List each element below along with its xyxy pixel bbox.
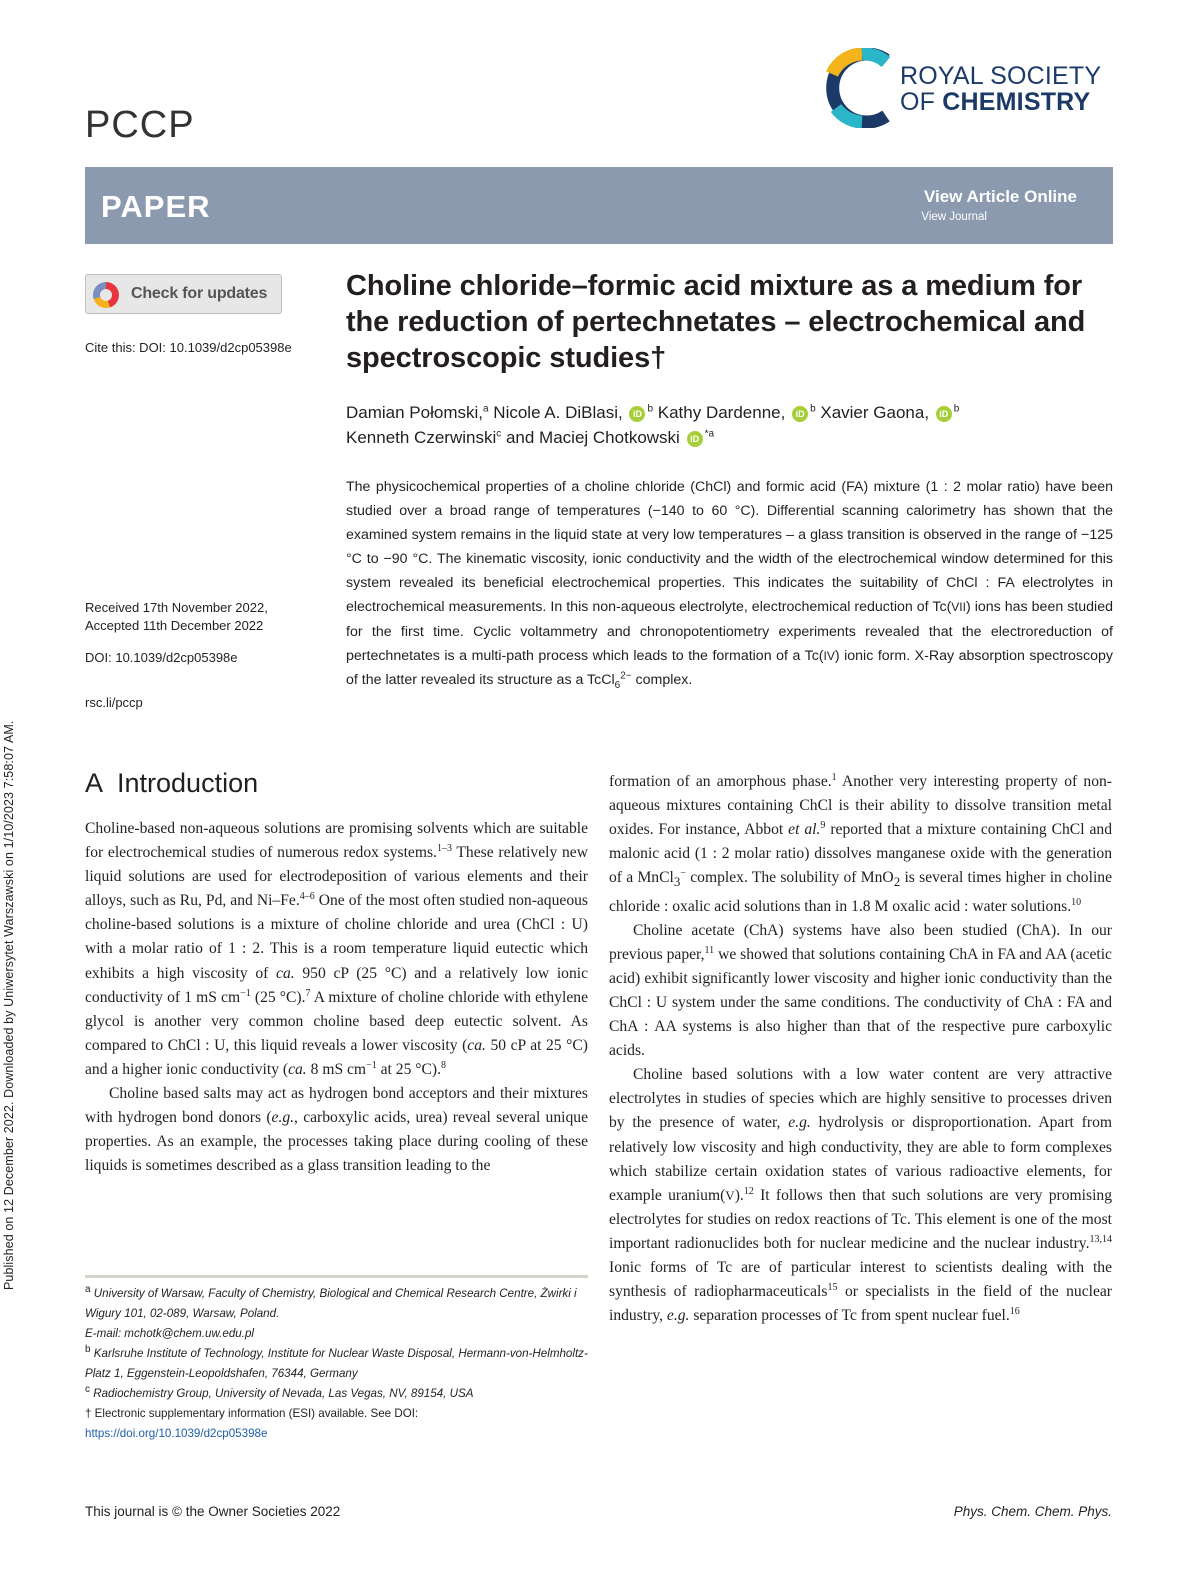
journal-footer: Phys. Chem. Chem. Phys. bbox=[953, 1504, 1112, 1519]
citation[interactable]: 16 bbox=[1009, 1305, 1020, 1317]
paragraph: Choline based salts may act as hydrogen bond acceptors and their mixtures with hydrogen bond donors (e.g., carboxylic acids, urea) reveal several unique properties. As an example, the processes taking place during cooling of these liquids is sometimes described as a glass transition leading to the bbox=[85, 1085, 589, 1175]
author[interactable]: and Maciej Chotkowski bbox=[501, 428, 680, 447]
article-title: Choline chloride–formic acid mixture as a medium for the reduction of pertechnetates – electrochemical and spectroscopic studies† bbox=[346, 270, 1086, 374]
abstract-text: ) ionic form. X-Ray absorption spectroscopy of the latter revealed its structure as a TcCl bbox=[346, 647, 1113, 688]
paragraph: Choline based solutions with a low water content are very attractive electrolytes in studies of species which are highly sensitive to processes driven by the presence of water, e.g. hydrolysis or disproportionation. Apart from relatively low viscosity and high conductivity, they are able to form complexes which stabilize certain oxidation states of various radioactive elements, for example uranium(V).$^{12}$ It follows then that such solutions are very promising electrolytes for studies on redox reactions of Tc. This element is one of the most important radionuclides both for nuclear medicine and the nuclear industry.$^{13,14}$ Ionic forms of Tc are of particular interest to scientists dealing with the synthesis of radiopharmaceuticals$^{15}$ or specialists in the field of the nuclear industry, e.g. separation processes of Tc from spent nuclear fuel.$^{16}$ bbox=[609, 1066, 1112, 1325]
affil-mark: b bbox=[810, 403, 816, 415]
orcid-icon[interactable]: iD bbox=[629, 406, 645, 422]
section-title: Introduction bbox=[117, 768, 259, 798]
affil-mark: b bbox=[953, 403, 960, 415]
citation[interactable]: 4–6 bbox=[299, 891, 315, 903]
section-letter: A bbox=[85, 768, 104, 798]
citation[interactable]: 15 bbox=[827, 1281, 838, 1293]
citation[interactable]: 7 bbox=[305, 987, 311, 999]
abstract-text: The physicochemical properties of a choline chloride (ChCl) and formic acid (FA) mixture (1 : 2 molar ratio) have been studied over a broad range of temperatures (−140 to 60 °C). Differential scanning calorimetry has shown that the examined system remains in the liquid state at very low temperatures – a glass transition is observed in the range of −125 °C to −90 °C. The kinematic viscosity, ionic conductivity and the width of the electrochemical window determined for this system revealed its beneficial electrochemical properties. This indicates the suitability of ChCl : FA electrolytes in electrochemical measurements. In this non-aqueous electrolyte, electrochemical reduction of Tc( bbox=[346, 479, 1113, 616]
citation[interactable]: 1–3 bbox=[436, 842, 452, 854]
paragraph: Choline-based non-aqueous solutions are promising solvents which are suitable for electrochemical studies of numerous redox systems.$^{1-3}$ These relatively new liquid solutions are used for electrodeposition of various elements and their alloys, such as Ru, Pd, and Ni–Fe.$^{4-6}$ One of the most often studied non-aqueous choline-based solutions is a mixture of choline chloride and urea (ChCl : U) with a molar ratio of 1 : 2. This is a room temperature liquid eutectic which exhibits a high viscosity of ca. 950 cP (25 °C) and a relatively low ionic conductivity of 1 mS $cm^{-1}$ (25 °C).$^7$ A mixture of choline chloride with ethylene glycol is another very common choline based deep eutectic solvent. As compared to ChCl : U, this liquid reveals a lower viscosity (ca. 50 cP at 25 °C) and a higher ionic conductivity (ca. 8 mS $cm^{-1}$ at 25 °C).$^8$ bbox=[85, 820, 588, 1078]
rsc-line-1: ROYAL SOCIETY bbox=[900, 62, 1102, 90]
article-type-banner bbox=[85, 167, 1113, 244]
view-journal-link[interactable]: View Journal bbox=[921, 211, 987, 223]
citation[interactable]: 13,14 bbox=[1089, 1233, 1112, 1245]
journal-site-link[interactable]: rsc.li/pccp bbox=[85, 695, 143, 710]
abstract bbox=[346, 475, 1113, 698]
journal-name: PCCP bbox=[85, 104, 195, 146]
author[interactable]: Damian Połomski, bbox=[346, 403, 483, 422]
download-note: Published on 12 December 2022. Downloaded by Uniwersytet Warszawski on 1/10/2023 7:58:07 AM. bbox=[2, 720, 16, 1290]
author[interactable]: Kenneth Czerwinski bbox=[346, 428, 497, 447]
footnotes bbox=[85, 1284, 588, 1444]
rsc-logo[interactable] bbox=[822, 48, 1122, 128]
crossmark-icon bbox=[93, 282, 119, 308]
author-list bbox=[346, 400, 1116, 450]
esi-note: † Electronic supplementary information (ESI) available. See DOI: https://doi.org/10.1039/d2cp05398e bbox=[85, 1407, 419, 1440]
section-heading bbox=[85, 768, 258, 799]
oxidation-state: VII bbox=[951, 600, 966, 615]
corresponding-email[interactable]: E-mail: mchotk@chem.uw.edu.pl bbox=[85, 1327, 254, 1340]
rsc-c-icon bbox=[822, 48, 898, 128]
paragraph: formation of an amorphous phase.$^1$ Another very interesting property of non-aqueous mixtures containing ChCl is their ability to dissolve transition metal oxides. For instance, Abbot et al.$^9$ reported that a mixture containing ChCl and malonic acid (1 : 2 molar ratio) dissolves manganese oxide with the generation of a MnCl$_3$− complex. The solubility of MnO$_2$ is several times higher in choline chloride : oxalic acid solutions than in 1.8 M oxalic acid : water solutions.$^{10}$ bbox=[609, 771, 1112, 915]
author[interactable]: Nicole A. DiBlasi, bbox=[488, 403, 623, 422]
rsc-line-2 bbox=[900, 88, 1090, 117]
body-column-right bbox=[609, 770, 1112, 1328]
affiliation-a: $^a$ University of Warsaw, Faculty of Chemistry, Biological and Chemical Research Centre, Żwirki i Wigury 101, 02-089, Warsaw, Poland. E-mail: mchotk@chem.uw.edu.pl bbox=[85, 1284, 577, 1340]
rsc-line-2b: CHEMISTRY bbox=[942, 88, 1091, 116]
citation[interactable]: 11 bbox=[704, 944, 715, 956]
affiliation-b: $^b$ Karlsruhe Institute of Technology, Institute for Nuclear Waste Disposal, Hermann-von-Helmholtz-Platz 1, Eggenstein-Leopoldshafen, 76344, Germany bbox=[85, 1344, 588, 1380]
author[interactable]: Kathy Dardenne, bbox=[653, 403, 786, 422]
orcid-icon[interactable]: iD bbox=[687, 431, 703, 447]
superscript: 2− bbox=[620, 670, 632, 682]
doi[interactable]: DOI: 10.1039/d2cp05398e bbox=[85, 650, 238, 665]
affil-mark: c bbox=[496, 428, 502, 440]
accepted-date: Accepted 11th December 2022 bbox=[85, 618, 264, 633]
cite-this: Cite this: DOI: 10.1039/d2cp05398e bbox=[85, 340, 292, 355]
affil-mark: a bbox=[483, 403, 489, 415]
citation[interactable]: 1 bbox=[831, 771, 837, 783]
rsc-line-2a: OF bbox=[900, 88, 943, 116]
copyright-footer: This journal is © the Owner Societies 2022 bbox=[85, 1504, 341, 1519]
abstract-text: complex. bbox=[631, 671, 693, 688]
check-updates-label: Check for updates bbox=[131, 285, 268, 302]
body-column-left bbox=[85, 817, 588, 1178]
footnote-divider bbox=[85, 1275, 588, 1278]
citation[interactable]: 10 bbox=[1071, 896, 1082, 908]
view-article-online-link[interactable]: View Article Online bbox=[923, 187, 1077, 206]
affil-mark: b bbox=[647, 403, 654, 415]
orcid-icon[interactable]: iD bbox=[936, 406, 952, 422]
article-type: PAPER bbox=[101, 189, 211, 224]
affil-mark: *a bbox=[704, 428, 715, 440]
received-date: Received 17th November 2022, bbox=[85, 600, 268, 615]
check-for-updates-button[interactable] bbox=[85, 274, 282, 314]
paragraph: Choline acetate (ChA) systems have also been studied (ChA). In our previous paper,$^{11}$ we showed that solutions containing ChA in FA and AA (acetic acid) exhibit significantly lower viscosity and higher ionic conductivity than the ChCl : U system under the same conditions. The conductivity of ChA : FA and ChA : AA systems is also higher than that of the respective pure carboxylic acids. bbox=[609, 921, 1112, 1060]
affiliation-c: $^c$ Radiochemistry Group, University of Nevada, Las Vegas, NV, 89154, USA bbox=[85, 1384, 474, 1400]
citation[interactable]: 12 bbox=[743, 1185, 754, 1197]
abstract-text: ) ions has been studied for the first time. Cyclic voltammetry and chronopotentiometry experiments revealed that the electroreduction of pertechnetates is a multi-path process which leads to the formation of a Tc( bbox=[346, 599, 1113, 664]
author[interactable]: Xavier Gaona, bbox=[815, 403, 930, 422]
citation[interactable]: 9 bbox=[820, 820, 826, 831]
orcid-icon[interactable]: iD bbox=[792, 406, 808, 422]
oxidation-state: IV bbox=[823, 648, 835, 663]
esi-link[interactable]: https://doi.org/10.1039/d2cp05398e bbox=[85, 1427, 268, 1440]
subscript: 6 bbox=[614, 679, 621, 691]
citation[interactable]: 8 bbox=[441, 1059, 446, 1071]
